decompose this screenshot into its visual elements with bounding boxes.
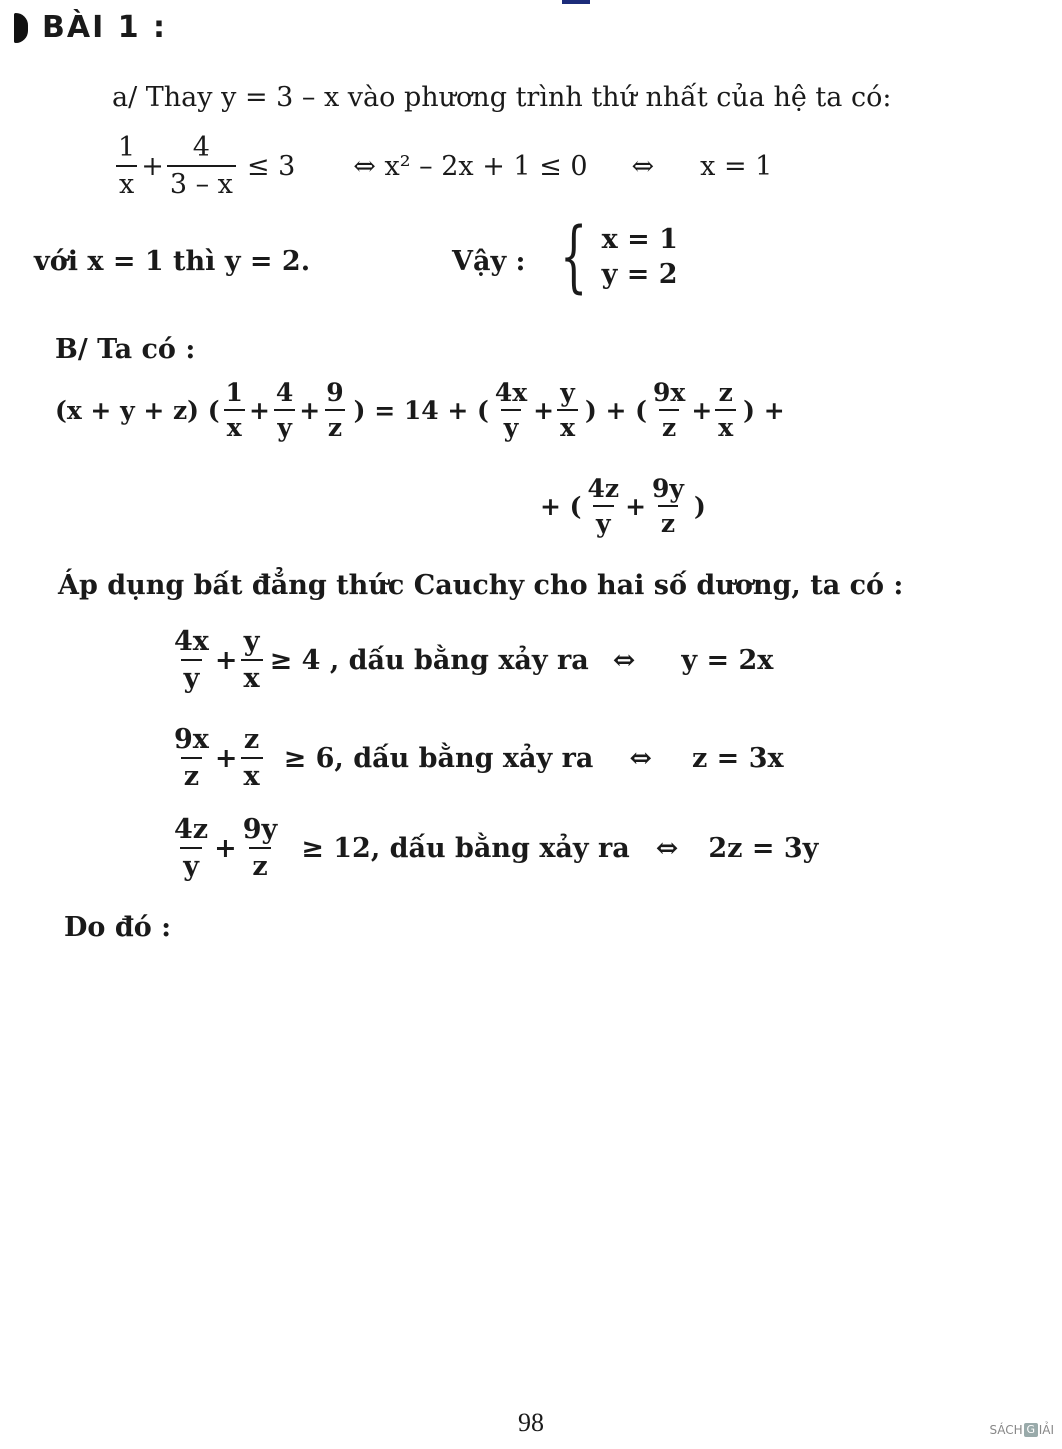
fraction: $\frac{9y}{z}$: [242, 814, 278, 882]
part-a-conclusion-label: Vậy :: [452, 246, 526, 277]
fraction: $\frac{4z}{y}$: [174, 814, 209, 882]
heading-text: BÀI 1 :: [42, 10, 168, 45]
fraction: $\frac{4}{y}$: [275, 378, 294, 442]
part-a-substitution: với x = 1 thì y = 2.: [34, 246, 311, 277]
fraction: $\frac{4x}{y}$: [174, 626, 209, 694]
cauchy-row-3: $\frac{4z}{y}$ + $\frac{9y}{z}$ ≥ 12, dấu bằng xảy ra ⇔ 2z = 3y: [168, 814, 818, 882]
page-number: 98: [518, 1408, 544, 1437]
conclusion-label: Do đó :: [64, 912, 172, 943]
watermark-logo: SÁCH G IẢI: [989, 1423, 1054, 1437]
part-b-intro: B/ Ta có :: [55, 334, 196, 365]
fraction: $\frac{9x}{z}$: [174, 724, 209, 792]
part-b-identity-line2: + ( $\frac{4z}{y}$ + $\frac{9y}{z}$ ): [540, 474, 706, 538]
fraction: $\frac{1}{x}$: [225, 378, 243, 442]
fraction: $\frac{z}{x}$: [715, 378, 736, 442]
part-a-system: { x = 1 y = 2: [560, 212, 678, 302]
exercise-heading: [14, 10, 167, 45]
fraction: $\frac{4x}{y}$: [494, 378, 528, 442]
cauchy-row-1: $\frac{4x}{y}$ + $\frac{y}{x}$ ≥ 4 , dấu bằng xảy ra ⇔ y = 2x: [168, 626, 773, 694]
cauchy-intro: Áp dụng bất đẳng thức Cauchy cho hai số dương, ta có :: [58, 570, 904, 601]
fraction: $\frac{1}{x}$: [115, 132, 138, 200]
part-a-intro: a/ Thay y = 3 – x vào phương trình thứ nhất của hệ ta có:: [112, 82, 892, 113]
left-brace-icon: {: [560, 212, 588, 302]
fraction: $\frac{z}{x}$: [241, 724, 263, 792]
fraction: $\frac{4z}{y}$: [587, 474, 620, 538]
bullet-marker-icon: [14, 13, 28, 43]
top-decoration: [562, 0, 590, 4]
fraction: $\frac{9x}{z}$: [653, 378, 686, 442]
cauchy-row-2: $\frac{9x}{z}$ + $\frac{z}{x}$ ≥ 6, dấu bằng xảy ra ⇔ z = 3x: [168, 724, 784, 792]
logo-icon: G: [1024, 1423, 1038, 1437]
fraction: $\frac{9}{z}$: [326, 378, 344, 442]
fraction: $\frac{4}{3 - x}$: [167, 132, 236, 200]
fraction: $\frac{y}{x}$: [241, 626, 263, 694]
fraction: $\frac{9y}{z}$: [652, 474, 684, 538]
part-b-identity-line1: (x + y + z) ( $\frac{1}{x}$ + $\frac{4}{y}$ + $\frac{9}{z}$ ) = 14 + ( $\frac{4x}{y}$ + $\frac{y}{x}$ ) + ( $\frac{9x}{z}$ + $\frac{z}{x}$ ) +: [55, 378, 785, 442]
part-a-equation: $\frac{1}{x}$ + $\frac{4}{3 - x}$ ≤ 3 ⇔ x² – 2x + 1 ≤ 0 ⇔ x = 1: [112, 132, 772, 200]
fraction: $\frac{y}{x}$: [557, 378, 578, 442]
